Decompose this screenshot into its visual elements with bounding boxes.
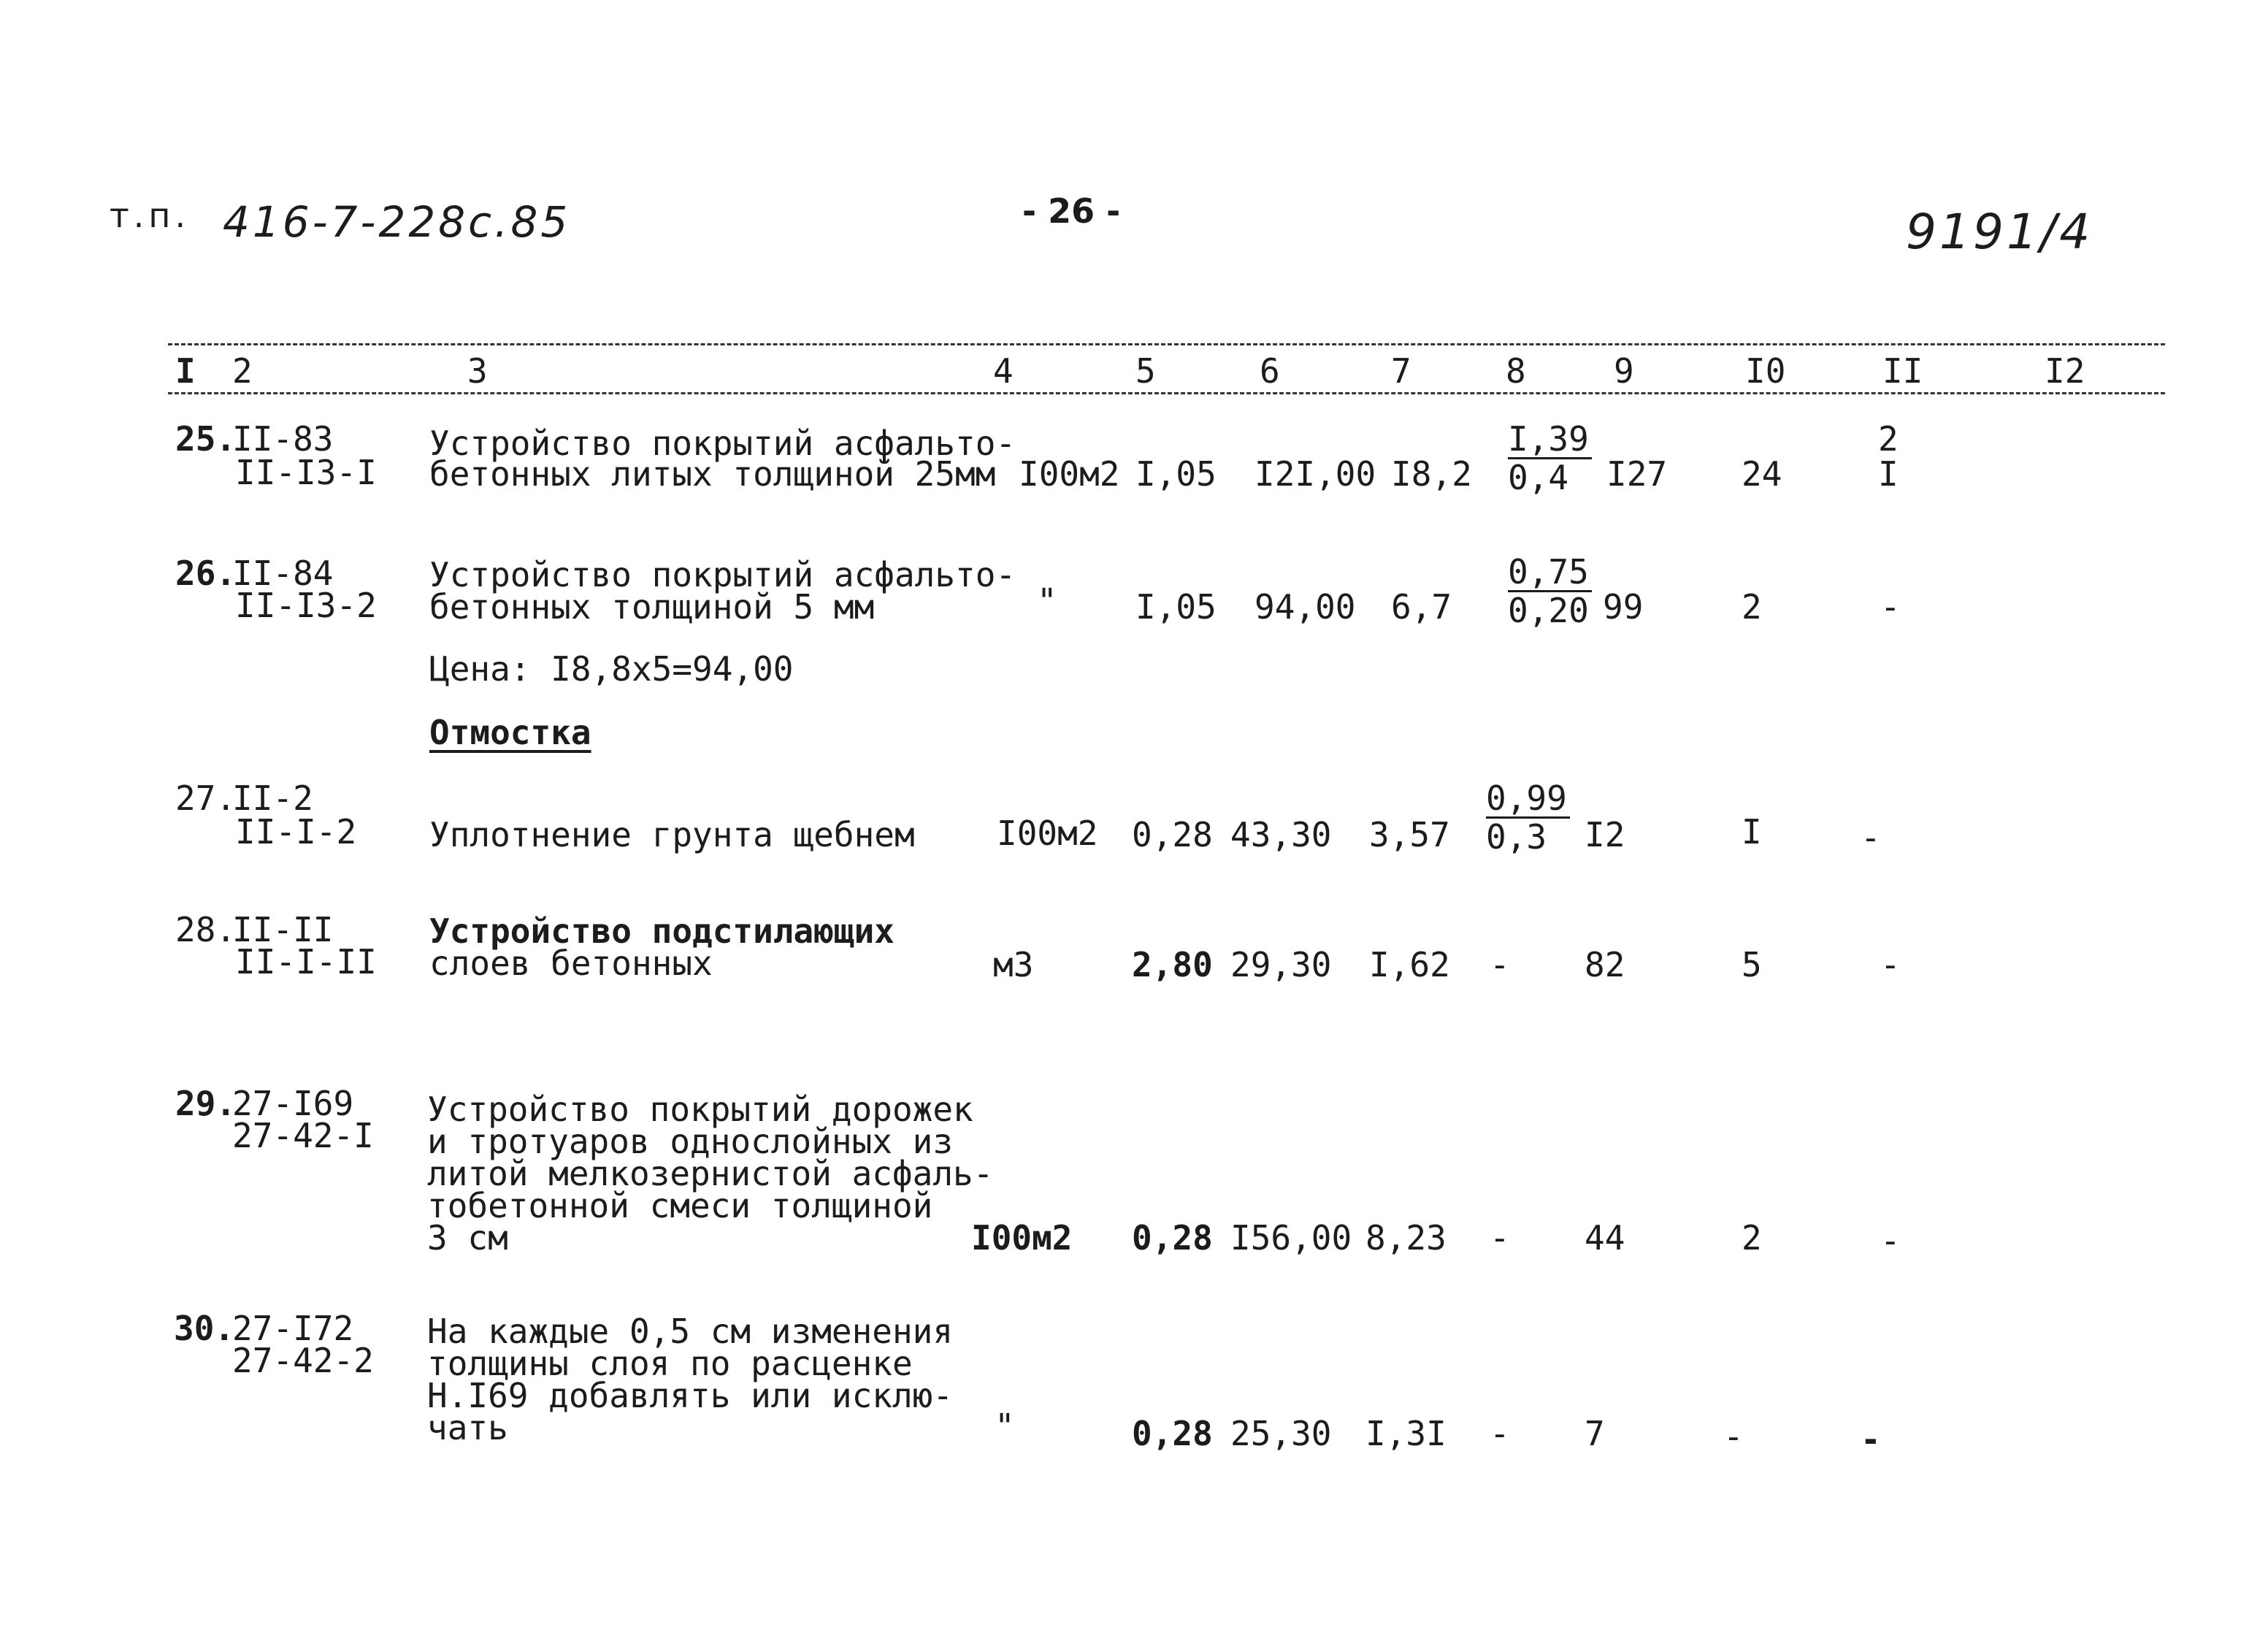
row-col9: 82: [1585, 945, 1625, 984]
row-col10: I: [1742, 812, 1762, 852]
col-12: I2: [2045, 351, 2085, 391]
row-col9: 99: [1603, 587, 1644, 627]
row-col7: 6,7: [1391, 587, 1452, 627]
row-code-1: II-83: [232, 419, 334, 459]
row-col8: -: [1490, 1414, 1510, 1453]
fraction-denominator: 0,4: [1508, 458, 1569, 497]
row-code-2: 27-42-I: [232, 1116, 374, 1155]
row-desc-line: чать: [427, 1408, 508, 1447]
row-unit: ": [1037, 581, 1057, 621]
row-col9: 44: [1585, 1218, 1625, 1258]
tp-prefix: т.п.: [110, 196, 191, 235]
col-4: 4: [993, 351, 1014, 391]
col-3: 3: [467, 351, 488, 391]
row-col7: 3,57: [1369, 815, 1450, 854]
row-col11: -: [1880, 1221, 1901, 1260]
row-desc-line: Н.I69 добавлять или исклю-: [427, 1376, 954, 1415]
row-qty: 0,28: [1132, 1218, 1213, 1258]
row-col7: I,3I: [1365, 1414, 1447, 1453]
price-note: Цена: I8,8х5=94,00: [429, 649, 794, 689]
row-col8-fraction: [1508, 552, 1592, 630]
row-number: 28.: [175, 910, 237, 949]
row-desc-line: литой мелкозернистой асфаль-: [427, 1154, 994, 1193]
header-rule-bottom: [168, 392, 2165, 394]
col-1: I: [175, 351, 196, 391]
tp-code: 416-7-228с.85: [223, 197, 571, 247]
row-qty: I,05: [1135, 587, 1217, 627]
col-7: 7: [1391, 351, 1411, 391]
row-code-1: 27-I72: [232, 1309, 354, 1348]
page-number: - 26 -: [1022, 191, 1121, 231]
col-5: 5: [1135, 351, 1156, 391]
row-desc-line: На каждые 0,5 см изменения: [427, 1312, 954, 1351]
col-6: 6: [1260, 351, 1280, 391]
sheet-ref: 9191/4: [1906, 204, 2093, 260]
row-code-1: 27-I69: [232, 1084, 354, 1123]
row-code-1: II-84: [232, 554, 334, 593]
row-desc-line: Устройство покрытий асфальто-: [429, 555, 1016, 594]
row-col11: -: [1861, 818, 1881, 857]
row-unit: I00м2: [1019, 454, 1120, 494]
row-desc-line: 3 см: [427, 1218, 508, 1258]
row-code-1: II-II: [232, 910, 334, 949]
row-col9: 7: [1585, 1414, 1605, 1453]
row-col11: -: [1880, 945, 1901, 984]
row-qty: 0,28: [1132, 1414, 1213, 1453]
row-desc-line: слоев бетонных: [429, 944, 713, 983]
col-10: I0: [1745, 351, 1786, 391]
row-desc-line: Устройство подстилающих: [429, 911, 894, 951]
col-11: II: [1882, 351, 1923, 391]
fraction-denominator: 0,20: [1508, 591, 1589, 630]
row-desc-line: Устройство покрытий асфальто-: [429, 424, 1016, 463]
row-price: 94,00: [1254, 587, 1356, 627]
col-8: 8: [1506, 351, 1526, 391]
row-unit: I00м2: [971, 1218, 1073, 1258]
row-number: 26.: [175, 554, 237, 593]
row-price: I2I,00: [1254, 454, 1376, 494]
row-price: I56,00: [1230, 1218, 1352, 1258]
row-col8: -: [1490, 1218, 1510, 1258]
row-desc-line: и тротуаров однослойных из: [427, 1122, 954, 1161]
row-code-2: 27-42-2: [232, 1341, 374, 1380]
row-unit: м3: [993, 945, 1034, 984]
row-number: 29.: [175, 1084, 237, 1123]
header-rule-top: [168, 343, 2165, 345]
row-price: 29,30: [1230, 945, 1332, 984]
fraction-numerator: 0,75: [1508, 555, 1592, 592]
row-qty: 0,28: [1132, 815, 1213, 854]
row-col7: I,62: [1369, 945, 1450, 984]
row-number: 30.: [174, 1309, 235, 1348]
row-col7: I8,2: [1391, 454, 1472, 494]
row-desc-line: толщины слоя по расценке: [427, 1344, 913, 1383]
row-col8-fraction: [1508, 419, 1592, 497]
row-qty: I,05: [1135, 454, 1217, 494]
row-col10: 5: [1742, 945, 1762, 984]
col-9: 9: [1614, 351, 1634, 391]
row-unit: ": [995, 1407, 1015, 1446]
row-col10: 2: [1742, 587, 1762, 627]
row-qty: 2,80: [1132, 945, 1213, 984]
row-col11-den: I: [1878, 454, 1899, 494]
row-price: 25,30: [1230, 1414, 1332, 1453]
row-col7: 8,23: [1365, 1218, 1447, 1258]
row-code-2: II-I3-2: [235, 586, 377, 625]
row-desc-line: бетонных литых толщиной 25мм: [429, 454, 996, 494]
fraction-numerator: I,39: [1508, 422, 1592, 459]
row-col10: 2: [1742, 1218, 1762, 1258]
section-title: Отмостка: [429, 713, 591, 752]
row-col9: I27: [1606, 454, 1668, 494]
row-col8: -: [1490, 945, 1510, 984]
row-desc-line: Устройство покрытий дорожек: [427, 1090, 973, 1129]
row-code-2: II-I-2: [235, 812, 357, 852]
row-desc-line: тобетонной смеси толщиной: [427, 1186, 933, 1225]
row-code-1: II-2: [232, 778, 313, 818]
row-unit: I00м2: [997, 814, 1098, 853]
row-col8-fraction: [1486, 778, 1570, 857]
fraction-numerator: 0,99: [1486, 781, 1570, 819]
row-col10: -: [1723, 1417, 1744, 1456]
row-number: 27.: [175, 778, 237, 818]
row-desc-line: Уплотнение грунта щебнем: [429, 815, 915, 854]
row-code-2: II-I3-I: [235, 453, 377, 492]
row-col10: 24: [1742, 454, 1782, 494]
row-desc-line: бетонных толщиной 5 мм: [429, 587, 875, 627]
row-col11-num: 2: [1878, 419, 1899, 459]
row-col11: -: [1880, 587, 1901, 627]
row-col11: -: [1861, 1420, 1881, 1459]
row-number: 25.: [175, 419, 237, 459]
fraction-denominator: 0,3: [1486, 817, 1547, 857]
row-price: 43,30: [1230, 815, 1332, 854]
row-code-2: II-I-II: [235, 942, 377, 982]
row-col9: I2: [1585, 815, 1625, 854]
col-2: 2: [232, 351, 253, 391]
